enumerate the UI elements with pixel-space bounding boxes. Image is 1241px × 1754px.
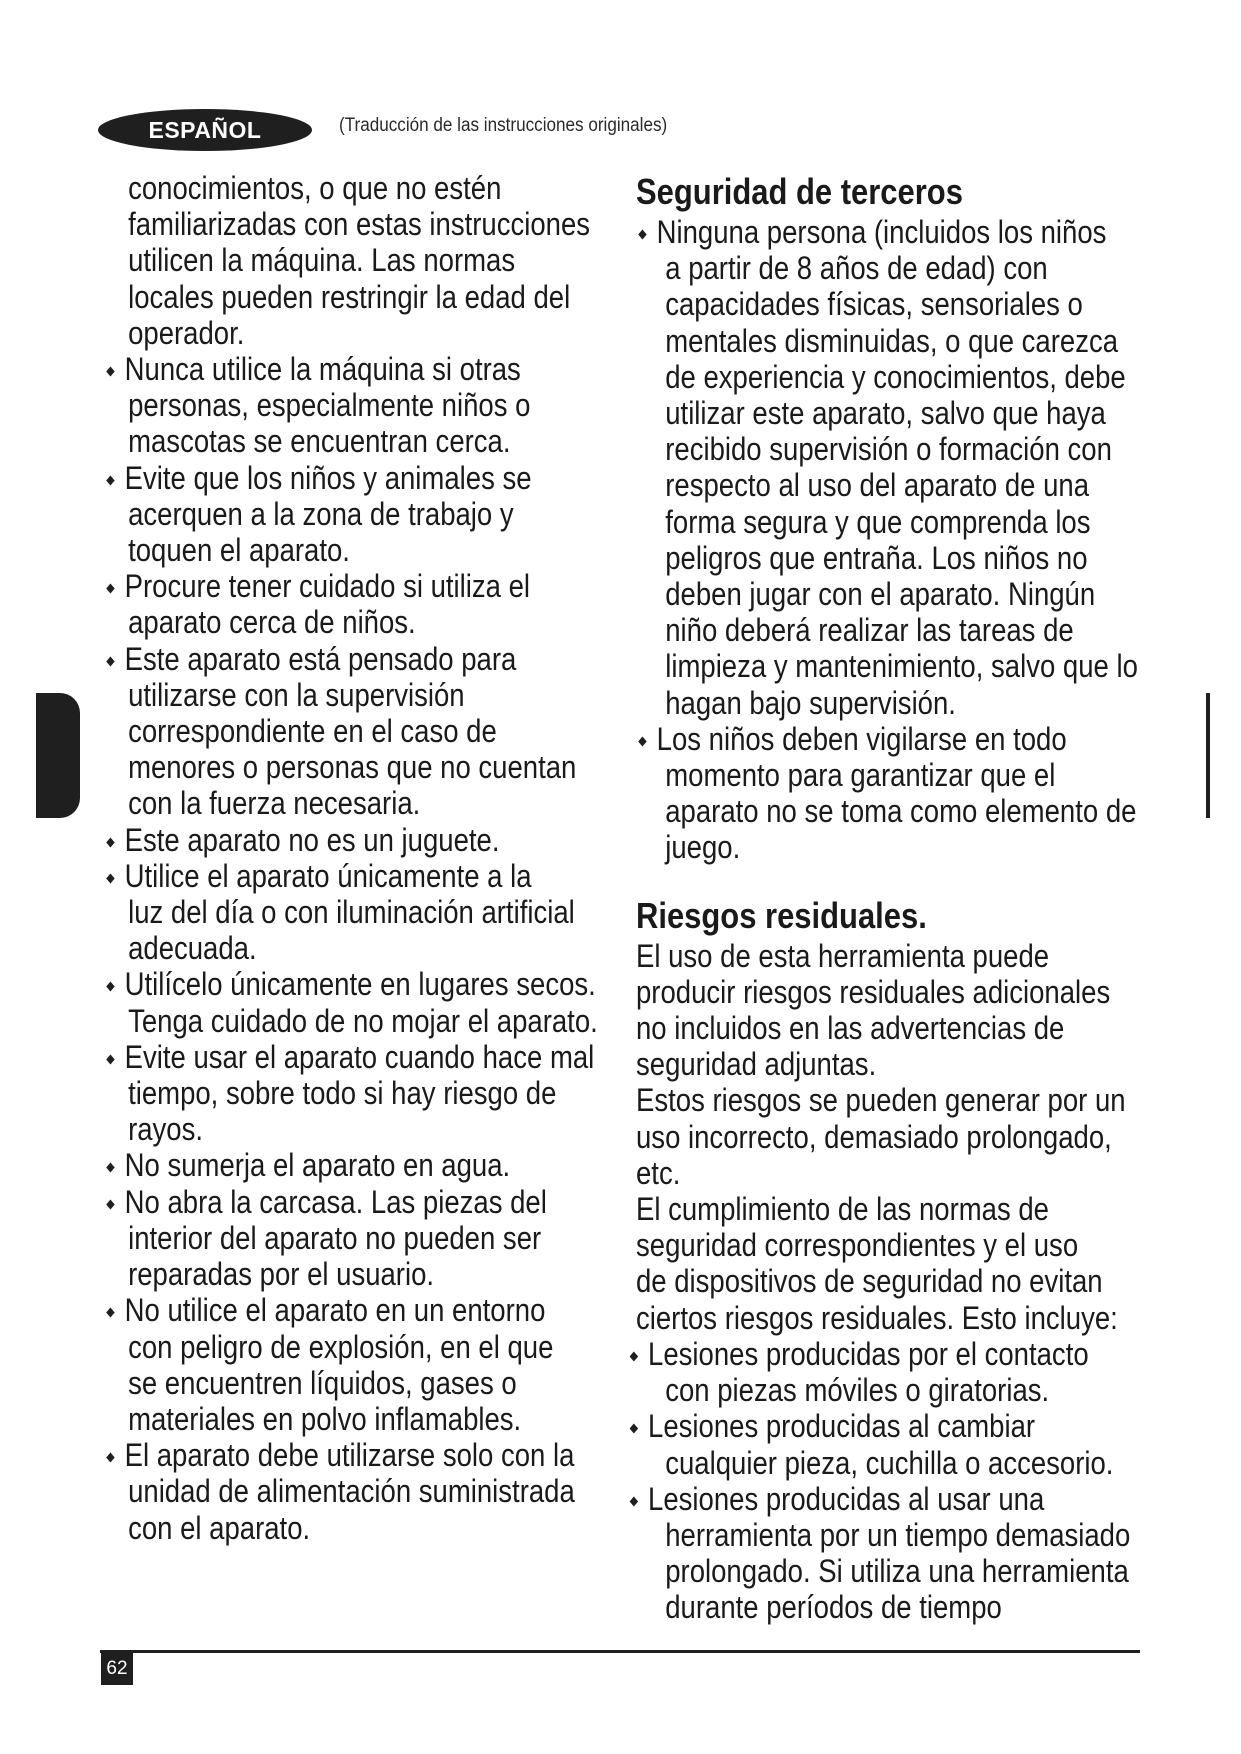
text-line: deben jugar con el aparato. Ningún: [665, 576, 1096, 613]
text-line: con la fuerza necesaria.: [128, 785, 421, 822]
bullet-diamond-icon: [106, 873, 115, 883]
bullet-diamond-icon: [106, 1054, 115, 1064]
text-line: locales pueden restringir la edad del: [128, 278, 571, 315]
text-line: con peligro de explosión, en el que: [128, 1328, 554, 1365]
bullet-item: Evite que los niños y animales se: [104, 460, 551, 496]
text-line: materiales en polvo inflamables.: [128, 1400, 522, 1437]
text-line: seguridad correspondientes y el uso: [636, 1227, 1079, 1264]
text-line: conocimientos, o que no estén: [128, 170, 502, 206]
text-line: etc.: [636, 1154, 681, 1191]
text-line: reparadas por el usuario.: [128, 1256, 435, 1293]
page-number: 62: [101, 1653, 133, 1685]
footer-rule: [100, 1650, 1140, 1653]
language-label: ESPAÑOL: [148, 116, 262, 143]
bullet-item: Este aparato está pensado para: [104, 641, 551, 677]
section-side-tab: [36, 693, 80, 818]
left-column: [104, 170, 624, 1546]
text-line: luz del día o con iluminación artificial: [128, 894, 575, 931]
text-line: peligros que entraña. Los niños no: [665, 539, 1088, 576]
text-line: El cumplimiento de las normas de: [636, 1191, 1049, 1228]
bullet-item: Utilice el aparato únicamente a la: [104, 858, 551, 894]
heading-third-party-safety: Seguridad de terceros: [636, 171, 963, 212]
text-line: utilicen la máquina. Las normas: [128, 242, 516, 279]
text-line: utilizar este aparato, salvo que haya: [665, 395, 1106, 432]
text-line: utilizarse con la supervisión: [128, 676, 465, 713]
bullet-item: No utilice el aparato en un entorno: [104, 1292, 551, 1328]
heading-residual-risks: Riesgos residuales.: [636, 894, 927, 936]
text-line: con piezas móviles o giratorias.: [665, 1372, 1050, 1409]
text-line: prolongado. Si utiliza una herramienta: [665, 1553, 1129, 1590]
bullet-item: Nunca utilice la máquina si otras: [104, 351, 551, 387]
bullet-item: El aparato debe utilizarse solo con la: [104, 1437, 551, 1473]
section-gap: [636, 866, 1176, 894]
bullet-diamond-icon: [106, 1199, 115, 1209]
text-line: capacidades físicas, sensoriales o: [665, 286, 1083, 323]
text-line: momento para garantizar que el: [665, 757, 1056, 794]
bullet-diamond-icon: [630, 1496, 639, 1506]
text-line: herramienta por un tiempo demasiado: [665, 1516, 1131, 1553]
text-line: hagan bajo supervisión.: [665, 684, 956, 721]
bullet-item: Ninguna persona (incluidos los niños: [636, 214, 1100, 250]
text-line: durante períodos de tiempo: [665, 1589, 1002, 1626]
text-line: respecto al uso del aparato de una: [665, 467, 1090, 504]
bullet-diamond-icon: [106, 584, 115, 594]
bullet-item: Utilícelo únicamente en lugares secos.: [104, 966, 551, 1002]
text-line: juego.: [665, 829, 741, 866]
bullet-item: Este aparato no es un juguete.: [104, 822, 551, 858]
text-line: cualquier pieza, cuchilla o accesorio.: [665, 1444, 1114, 1481]
text-line: de experiencia y conocimientos, debe: [665, 358, 1126, 395]
text-line: operador.: [128, 314, 245, 351]
bullet-diamond-icon: [106, 1308, 115, 1318]
text-line: interior del aparato no pueden ser: [128, 1219, 542, 1256]
bullet-diamond-icon: [106, 475, 115, 485]
text-line: se encuentren líquidos, gases o: [128, 1364, 517, 1401]
language-tab: [98, 109, 312, 151]
text-line: ciertos riesgos residuales. Esto incluye:: [636, 1299, 1118, 1336]
text-line: mentales disminuidas, o que carezca: [665, 322, 1119, 359]
bullet-diamond-icon: [106, 837, 115, 847]
text-line: producir riesgos residuales adicionales: [636, 973, 1111, 1010]
text-line: recibido supervisión o formación con: [665, 431, 1112, 468]
text-line: forma segura y que comprenda los: [665, 503, 1091, 540]
bullet-item: Lesiones producidas al usar una: [636, 1481, 1100, 1517]
right-column: [636, 170, 1176, 1626]
text-line: adecuada.: [128, 930, 257, 967]
translation-note: (Traducción de las instrucciones originales): [339, 115, 668, 136]
bullet-diamond-icon: [630, 1351, 639, 1361]
bullet-item: Procure tener cuidado si utiliza el: [104, 568, 551, 604]
bullet-diamond-icon: [638, 736, 647, 746]
text-line: correspondiente en el caso de: [128, 713, 497, 750]
text-line: acerquen a la zona de trabajo y: [128, 495, 514, 532]
text-line: familiarizadas con estas instrucciones: [128, 206, 591, 243]
bullet-diamond-icon: [106, 1453, 115, 1463]
text-line: personas, especialmente niños o: [128, 387, 531, 424]
text-line: no incluidos en las advertencias de: [636, 1010, 1065, 1047]
text-line: toquen el aparato.: [128, 532, 350, 569]
text-line: rayos.: [128, 1111, 204, 1148]
bullet-diamond-icon: [106, 1163, 115, 1173]
bullet-diamond-icon: [106, 367, 115, 377]
text-line: con el aparato.: [128, 1509, 311, 1546]
text-line: menores o personas que no cuentan: [128, 749, 577, 786]
text-line: de dispositivos de seguridad no evitan: [636, 1263, 1103, 1300]
text-line: Tenga cuidado de no mojar el aparato.: [128, 1002, 598, 1039]
bullet-item: No abra la carcasa. Las piezas del: [104, 1184, 551, 1220]
text-line: mascotas se encuentran cerca.: [128, 423, 511, 460]
text-line: seguridad adjuntas.: [636, 1046, 877, 1083]
text-line: Estos riesgos se pueden generar por un: [636, 1082, 1126, 1119]
text-line: tiempo, sobre todo si hay riesgo de: [128, 1075, 557, 1112]
text-line: a partir de 8 años de edad) con: [665, 250, 1048, 287]
bullet-diamond-icon: [106, 982, 115, 992]
text-line: uso incorrecto, demasiado prolongado,: [636, 1118, 1112, 1155]
text-line: aparato cerca de niños.: [128, 604, 416, 641]
text-line: El uso de esta herramienta puede: [636, 937, 1050, 974]
bullet-item: Lesiones producidas al cambiar: [636, 1408, 1100, 1444]
bullet-item: Los niños deben vigilarse en todo: [636, 721, 1100, 757]
text-line: aparato no se toma como elemento de: [665, 793, 1137, 830]
text-line: limpieza y mantenimiento, salvo que lo: [665, 648, 1138, 685]
text-line: niño deberá realizar las tareas de: [665, 612, 1074, 649]
bullet-diamond-icon: [630, 1424, 639, 1434]
bullet-diamond-icon: [638, 230, 647, 240]
right-margin-bar: [1206, 693, 1210, 818]
bullet-item: Evite usar el aparato cuando hace mal: [104, 1039, 551, 1075]
bullet-diamond-icon: [106, 656, 115, 666]
bullet-item: Lesiones producidas por el contacto: [636, 1336, 1100, 1372]
bullet-item: No sumerja el aparato en agua.: [104, 1147, 551, 1183]
text-line: unidad de alimentación suministrada: [128, 1473, 575, 1510]
